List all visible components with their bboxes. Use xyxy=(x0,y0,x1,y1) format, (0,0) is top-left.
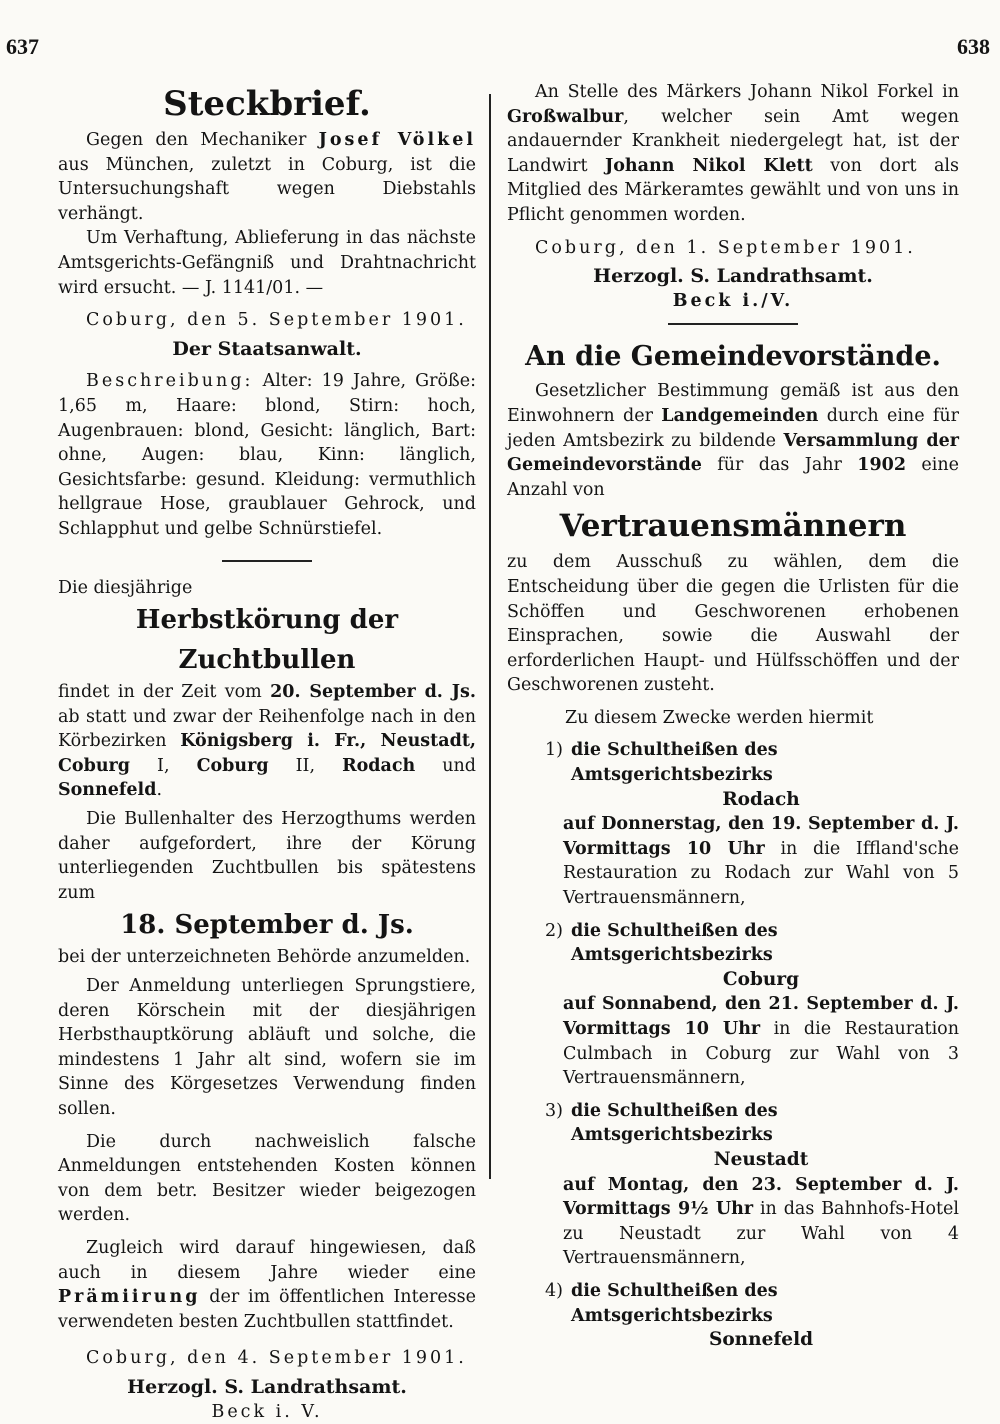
district-list xyxy=(507,738,959,1352)
council-heading: An die Gemeindevorstände. xyxy=(525,341,941,373)
marker-signatory: Beck i./V. xyxy=(672,290,794,311)
right-column xyxy=(507,80,959,1353)
announcement-paragraph: findet in der Zeit vom 20. September d. Js. ab statt und zwar der Reihenfolge nach in den Körbezirken Königsberg i. Fr., Neustadt, Coburg I, Coburg II, Rodach und Sonnefeld. xyxy=(58,682,477,801)
award-paragraph: Zugleich wird darauf hingewiesen, daß auch in diesem Jahre wieder eine Prämiirung der im öffentlichen Interesse verwendeten besten Zuchtbullen stattfindet. xyxy=(58,1237,476,1332)
district-name: Coburg xyxy=(722,968,800,990)
marker-paragraph: An Stelle des Märkers Johann Nikol Forkel in Großwalbur, welcher sein Amt wegen andauernder Krankheit niedergelegt hat, ist der Landwirt Johann Nikol Klett von dort als Mitglied des Märkeramtes gewählt und von uns in Pflicht genommen worden. xyxy=(507,82,959,225)
warrant-paragraph: Gegen den Mechaniker Josef Völkel aus München, zuletzt in Coburg, ist die Untersuchungshaft wegen Diebstahls verhängt. xyxy=(58,130,476,224)
announcement-signatory: Beck i. V. xyxy=(211,1401,323,1422)
item-heading: die Schultheißen des Amtsgerichtsbezirks xyxy=(571,920,778,966)
district-name: Neustadt xyxy=(713,1148,809,1170)
item-heading: die Schultheißen des Amtsgerichtsbezirks xyxy=(571,1280,778,1326)
meeting-details: auf Sonnabend, den 21. September d. J. Vormittags 10 Uhr in die Restauration Culmbach in Coburg zur Wahl von 3 Vertrauensmännern, xyxy=(563,994,959,1089)
announcement-intro: Die diesjährige xyxy=(58,577,193,598)
page-number-left: 637 xyxy=(6,34,39,59)
item-number: 1) xyxy=(545,740,563,761)
marker-date: Coburg, den 1. September 1901. xyxy=(535,237,916,258)
registration-rules: Der Anmeldung unterliegen Sprungstiere, deren Körschein mit der diesjährigen Herbsthauptkörung abläuft und solche, die mindestens 1 Jahr alt sind, wofern sie im Sinne des Körgesetzes Verwendung finden sollen. xyxy=(58,976,476,1119)
district-item xyxy=(507,738,959,910)
announcement-signature: Herzogl. S. Landrathsamt. xyxy=(127,1375,407,1398)
announcement-heading: Herbstkörung der Zuchtbullen xyxy=(135,605,399,676)
item-number: 2) xyxy=(545,920,563,941)
announcement-date: Coburg, den 4. September 1901. xyxy=(86,1348,467,1369)
council-paragraph: Gesetzlicher Bestimmung gemäß ist aus den Einwohnern der Landgemeinden durch eine für jeden Amtsbezirk zu bildende Versammlung der Gemeindevorstände für das Jahr 1902 eine Anzahl von xyxy=(507,381,959,500)
warrant-request: Um Verhaftung, Ablieferung in das nächste Amtsgerichts-Gefängniß und Drahtnachricht wird ersucht. — J. 1141/01. — xyxy=(58,228,476,298)
committee-paragraph: zu dem Ausschuß zu wählen, dem die Entscheidung über die gegen die Urlisten für die Schöffen und Geschworenen erhobenen Einsprachen, sowie die Auswahl der erforderlichen Haupt- und Hülfsschöffen und der Geschworenen zusteht. xyxy=(507,552,959,696)
district-item xyxy=(507,919,959,1091)
district-item xyxy=(507,1099,959,1271)
warrant-date: Coburg, den 5. September 1901. xyxy=(86,310,467,331)
left-column xyxy=(58,80,476,1424)
district-name: Rodach xyxy=(722,788,800,810)
purpose-paragraph: Zu diesem Zwecke werden hiermit xyxy=(565,707,874,728)
page-number-right: 638 xyxy=(957,34,990,59)
item-heading: die Schultheißen des Amtsgerichtsbezirks xyxy=(571,740,778,786)
marker-signature: Herzogl. S. Landrathsamt. xyxy=(593,265,873,288)
separator xyxy=(222,560,312,562)
item-number: 3) xyxy=(545,1100,563,1121)
district-name: Sonnefeld xyxy=(708,1329,814,1351)
owners-paragraph: Die Bullenhalter des Herzogthums werden daher aufgefordert, ihre der Körung unterliegenden Zuchtbullen bis spätestens zum xyxy=(58,809,476,903)
deadline-date: 18. September d. Js. xyxy=(120,910,414,941)
warrant-signature: Der Staatsanwalt. xyxy=(172,337,362,360)
register-paragraph: bei der unterzeichneten Behörde anzumelden. xyxy=(58,947,471,968)
meeting-details: auf Montag, den 23. September d. J. Vormittags 9½ Uhr in das Bahnhofs-Hotel zu Neustadt zur Wahl von 4 Vertrauensmännern, xyxy=(563,1174,959,1269)
meeting-details: auf Donnerstag, den 19. September d. J. Vormittags 10 Uhr in die Iffland'sche Restauration zu Rodach zur Wahl von 5 Vertrauensmännern, xyxy=(563,814,960,909)
district-item xyxy=(507,1279,959,1353)
trustees-heading: Vertrauensmännern xyxy=(559,508,907,545)
warrant-title: Steckbrief. xyxy=(163,84,371,124)
separator xyxy=(668,323,798,325)
costs-paragraph: Die durch nachweislich falsche Anmeldungen entstehenden Kosten können von dem betr. Besitzer wieder beigezogen werden. xyxy=(58,1131,476,1226)
item-heading: die Schultheißen des Amtsgerichtsbezirks xyxy=(571,1100,778,1146)
item-number: 4) xyxy=(545,1280,563,1301)
suspect-description: Beschreibung: Alter: 19 Jahre, Größe: 1,65 m, Haare: blond, Stirn: hoch, Augenbrauen: blond, Gesicht: länglich, Bart: ohne, Augen: blau, Kinn: länglich, Gesichtsfarbe: gesund. Kleidung: vermuthlich hellgraue Hose, graublauer Gehrock, und Schlapphut und gelbe Schnürstiefel. xyxy=(58,371,476,539)
column-divider xyxy=(489,94,491,1179)
